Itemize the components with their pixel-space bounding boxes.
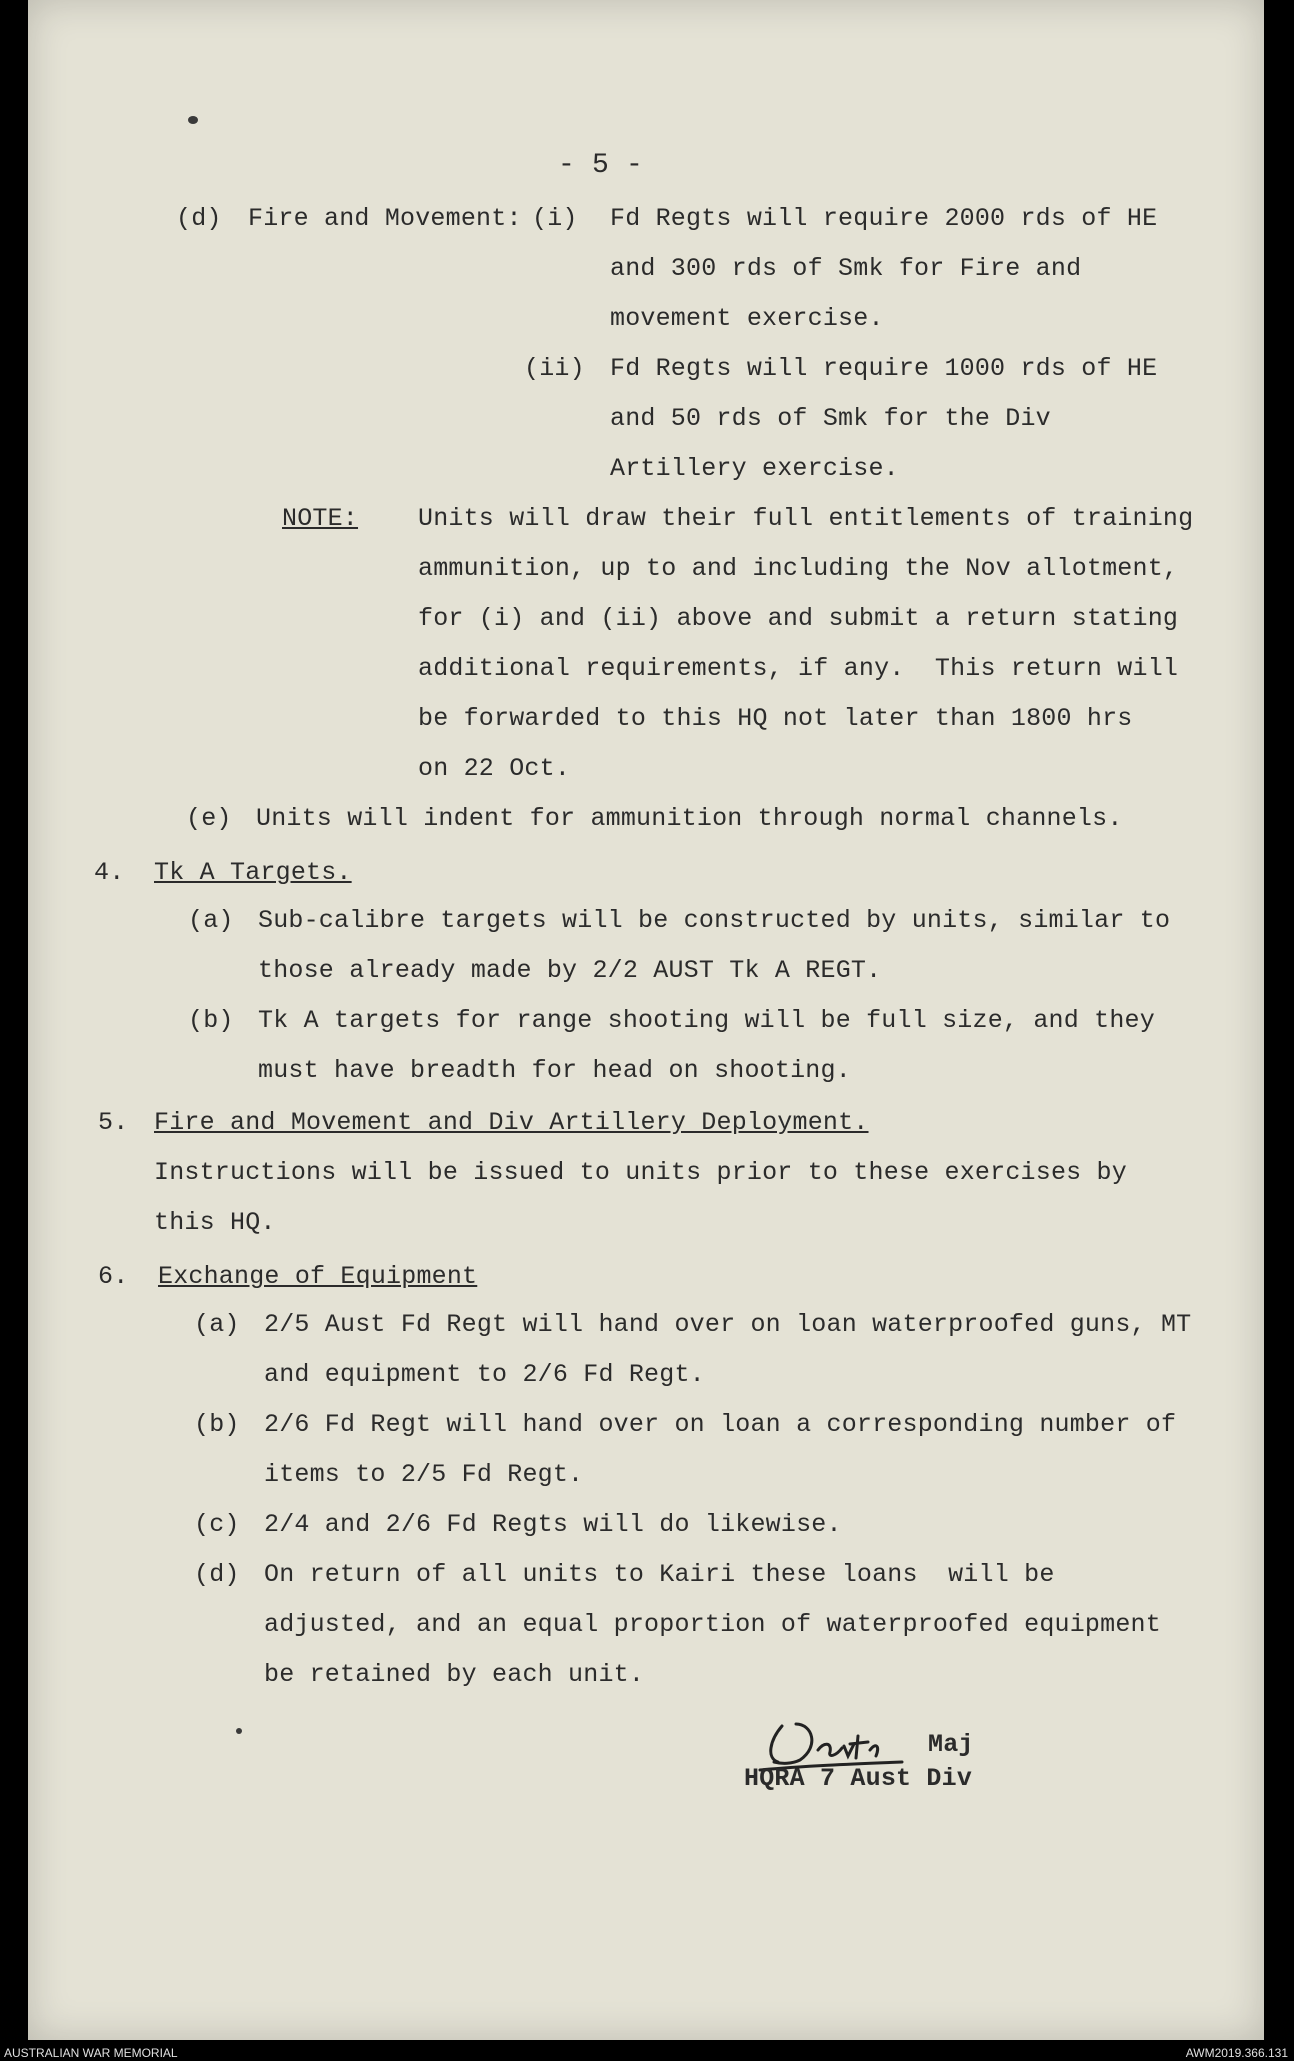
note-line: be forwarded to this HQ not later than 1800 hrs: [418, 704, 1133, 733]
para6-a-line: 2/5 Aust Fd Regt will hand over on loan waterproofed guns, MT: [264, 1310, 1192, 1339]
para4-num: 4.: [94, 858, 125, 887]
signature-rank: Maj: [928, 1730, 974, 1759]
para6-b-label: (b): [194, 1410, 240, 1439]
document-page: [28, 0, 1264, 2040]
note-line: on 22 Oct.: [418, 754, 571, 783]
item-i-line: Fd Regts will require 2000 rds of HE: [610, 204, 1158, 233]
para5-heading: Fire and Movement and Div Artillery Deployment.: [154, 1108, 869, 1137]
item-ii-num: (ii): [524, 354, 585, 383]
note-line: Units will draw their full entitlements of training: [418, 504, 1194, 533]
para6-a-label: (a): [194, 1310, 240, 1339]
section-e-label: (e): [186, 804, 232, 833]
note-line: for (i) and (ii) above and submit a return stating: [418, 604, 1179, 633]
para6-b-line: items to 2/5 Fd Regt.: [264, 1460, 584, 1489]
note-label: NOTE:: [282, 504, 359, 533]
para4-b-label: (b): [188, 1006, 234, 1035]
para6-heading: Exchange of Equipment: [158, 1262, 478, 1291]
note-line: ammunition, up to and including the Nov allotment,: [418, 554, 1179, 583]
ink-speck: [188, 116, 198, 124]
para6-c-label: (c): [194, 1510, 240, 1539]
para5-num: 5.: [98, 1108, 129, 1137]
footer-right: AWM2019.366.131: [1185, 2046, 1288, 2060]
item-i-line: movement exercise.: [610, 304, 884, 333]
para6-d-line: adjusted, and an equal proportion of waterproofed equipment: [264, 1610, 1161, 1639]
para6-c-line: 2/4 and 2/6 Fd Regts will do likewise.: [264, 1510, 842, 1539]
item-i-num: (i): [532, 204, 578, 233]
para6-a-line: and equipment to 2/6 Fd Regt.: [264, 1360, 705, 1389]
item-ii-line: Artillery exercise.: [610, 454, 899, 483]
section-e-text: Units will indent for ammunition through normal channels.: [256, 804, 1123, 833]
signature-unit: HQRA 7 Aust Div: [744, 1764, 973, 1793]
item-ii-line: Fd Regts will require 1000 rds of HE: [610, 354, 1158, 383]
para6-d-line: On return of all units to Kairi these loans will be: [264, 1560, 1055, 1589]
para4-b-line: must have breadth for head on shooting.: [258, 1056, 851, 1085]
ink-speck: [236, 1728, 242, 1734]
item-i-line: and 300 rds of Smk for Fire and: [610, 254, 1082, 283]
para4-a-label: (a): [188, 906, 234, 935]
para6-d-label: (d): [194, 1560, 240, 1589]
section-d-heading: Fire and Movement:: [248, 204, 522, 233]
page-number: - 5 -: [558, 150, 644, 181]
footer-left: AUSTRALIAN WAR MEMORIAL: [4, 2046, 178, 2060]
para4-heading: Tk A Targets.: [154, 858, 352, 887]
para5-line: Instructions will be issued to units prior to these exercises by: [154, 1158, 1127, 1187]
para4-a-line: those already made by 2/2 AUST Tk A REGT.: [258, 956, 882, 985]
para6-b-line: 2/6 Fd Regt will hand over on loan a corresponding number of: [264, 1410, 1177, 1439]
para6-num: 6.: [98, 1262, 129, 1291]
para6-d-line: be retained by each unit.: [264, 1660, 645, 1689]
para5-line: this HQ.: [154, 1208, 276, 1237]
para4-a-line: Sub-calibre targets will be constructed by units, similar to: [258, 906, 1171, 935]
item-ii-line: and 50 rds of Smk for the Div: [610, 404, 1051, 433]
para4-b-line: Tk A targets for range shooting will be full size, and they: [258, 1006, 1155, 1035]
section-d-label: (d): [176, 204, 222, 233]
note-line: additional requirements, if any. This return will: [418, 654, 1179, 683]
